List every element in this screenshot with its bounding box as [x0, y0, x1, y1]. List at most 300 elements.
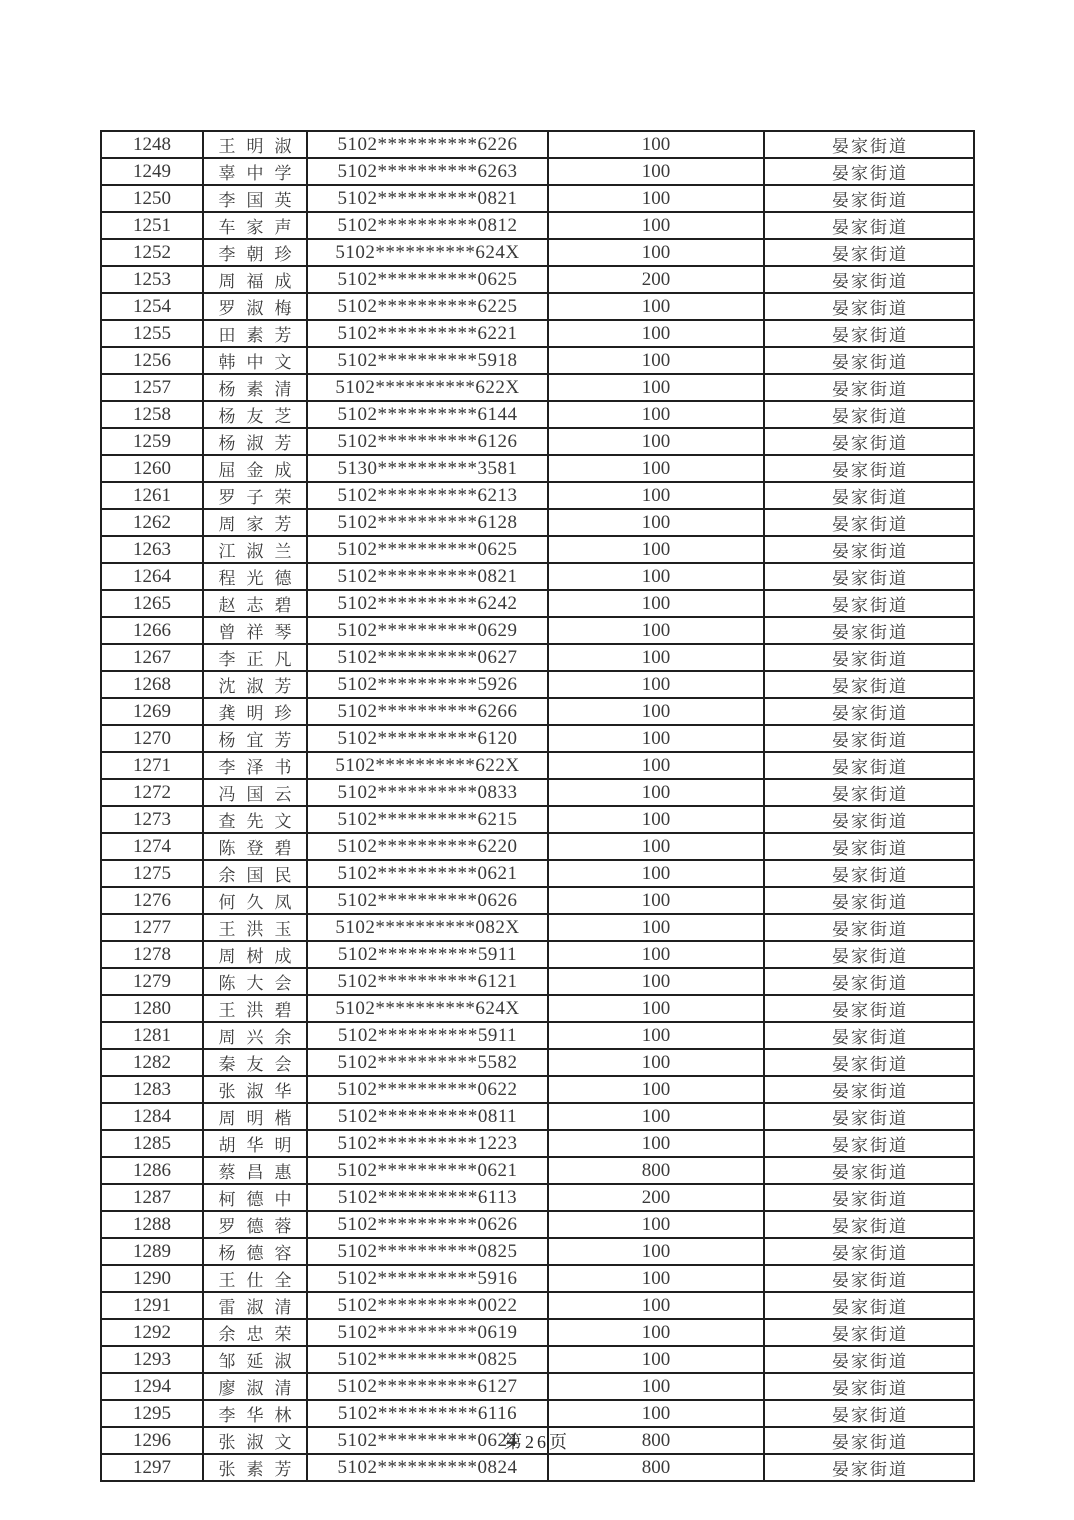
- street-cell: 晏家街道: [764, 428, 974, 455]
- amount-cell: 100: [548, 752, 764, 779]
- street-cell: 晏家街道: [764, 563, 974, 590]
- amount-cell: 100: [548, 914, 764, 941]
- person-name-cell: 周福成: [203, 266, 307, 293]
- person-name-cell: 周家芳: [203, 509, 307, 536]
- table-row: [101, 1103, 974, 1130]
- table-row: [101, 131, 974, 158]
- person-name-cell: 张素芳: [203, 1454, 307, 1481]
- masked-id-cell: 5102**********624X: [307, 995, 548, 1022]
- masked-id-cell: 5102**********5911: [307, 941, 548, 968]
- masked-id-cell: 5102**********6215: [307, 806, 548, 833]
- amount-cell: 100: [548, 239, 764, 266]
- street-cell: 晏家街道: [764, 941, 974, 968]
- street-cell: 晏家街道: [764, 212, 974, 239]
- table-row: [101, 806, 974, 833]
- masked-id-cell: 5102**********6126: [307, 428, 548, 455]
- serial-number-cell: 1264: [101, 563, 203, 590]
- masked-id-cell: 5102**********6266: [307, 698, 548, 725]
- street-cell: 晏家街道: [764, 1103, 974, 1130]
- table-row: [101, 1076, 974, 1103]
- amount-cell: 100: [548, 347, 764, 374]
- serial-number-cell: 1286: [101, 1157, 203, 1184]
- amount-cell: 100: [548, 158, 764, 185]
- person-name-cell: 陈大会: [203, 968, 307, 995]
- table-row: [101, 1130, 974, 1157]
- street-cell: 晏家街道: [764, 1265, 974, 1292]
- serial-number-cell: 1256: [101, 347, 203, 374]
- masked-id-cell: 5102**********6221: [307, 320, 548, 347]
- amount-cell: 100: [548, 482, 764, 509]
- masked-id-cell: 5102**********5918: [307, 347, 548, 374]
- amount-cell: 100: [548, 536, 764, 563]
- table-row: [101, 1157, 974, 1184]
- serial-number-cell: 1281: [101, 1022, 203, 1049]
- amount-cell: 100: [548, 1130, 764, 1157]
- person-name-cell: 王洪碧: [203, 995, 307, 1022]
- person-name-cell: 程光德: [203, 563, 307, 590]
- masked-id-cell: 5102**********6144: [307, 401, 548, 428]
- table-row: [101, 1265, 974, 1292]
- person-name-cell: 陈登碧: [203, 833, 307, 860]
- serial-number-cell: 1251: [101, 212, 203, 239]
- serial-number-cell: 1289: [101, 1238, 203, 1265]
- person-name-cell: 秦友会: [203, 1049, 307, 1076]
- person-name-cell: 杨淑芳: [203, 428, 307, 455]
- serial-number-cell: 1297: [101, 1454, 203, 1481]
- street-cell: 晏家街道: [764, 1319, 974, 1346]
- street-cell: 晏家街道: [764, 482, 974, 509]
- serial-number-cell: 1267: [101, 644, 203, 671]
- person-name-cell: 邹延淑: [203, 1346, 307, 1373]
- street-cell: 晏家街道: [764, 1346, 974, 1373]
- masked-id-cell: 5102**********6225: [307, 293, 548, 320]
- amount-cell: 100: [548, 1400, 764, 1427]
- person-name-cell: 何久凤: [203, 887, 307, 914]
- person-name-cell: 查先文: [203, 806, 307, 833]
- serial-number-cell: 1277: [101, 914, 203, 941]
- table-row: [101, 887, 974, 914]
- serial-number-cell: 1254: [101, 293, 203, 320]
- person-name-cell: 冯国云: [203, 779, 307, 806]
- person-name-cell: 罗子荣: [203, 482, 307, 509]
- masked-id-cell: 5102**********0824: [307, 1454, 548, 1481]
- serial-number-cell: 1266: [101, 617, 203, 644]
- masked-id-cell: 5102**********0627: [307, 644, 548, 671]
- amount-cell: 100: [548, 1049, 764, 1076]
- masked-id-cell: 5102**********6220: [307, 833, 548, 860]
- amount-cell: 100: [548, 1319, 764, 1346]
- street-cell: 晏家街道: [764, 455, 974, 482]
- amount-cell: 100: [548, 320, 764, 347]
- person-name-cell: 张淑文: [203, 1427, 307, 1454]
- table-row: [101, 1319, 974, 1346]
- table-row: [101, 860, 974, 887]
- amount-cell: 100: [548, 1292, 764, 1319]
- amount-cell: 100: [548, 995, 764, 1022]
- table-row: [101, 1346, 974, 1373]
- amount-cell: 100: [548, 860, 764, 887]
- street-cell: 晏家街道: [764, 1184, 974, 1211]
- masked-id-cell: 5102**********6242: [307, 590, 548, 617]
- masked-id-cell: 5102**********1223: [307, 1130, 548, 1157]
- person-name-cell: 余国民: [203, 860, 307, 887]
- table-row: [101, 1049, 974, 1076]
- street-cell: 晏家街道: [764, 752, 974, 779]
- serial-number-cell: 1253: [101, 266, 203, 293]
- masked-id-cell: 5102**********6116: [307, 1400, 548, 1427]
- street-cell: 晏家街道: [764, 401, 974, 428]
- street-cell: 晏家街道: [764, 239, 974, 266]
- street-cell: 晏家街道: [764, 779, 974, 806]
- person-name-cell: 王明淑: [203, 131, 307, 158]
- person-name-cell: 曾祥琴: [203, 617, 307, 644]
- person-name-cell: 杨德容: [203, 1238, 307, 1265]
- serial-number-cell: 1255: [101, 320, 203, 347]
- serial-number-cell: 1252: [101, 239, 203, 266]
- table-row: [101, 482, 974, 509]
- person-name-cell: 廖淑清: [203, 1373, 307, 1400]
- table-row: [101, 428, 974, 455]
- serial-number-cell: 1260: [101, 455, 203, 482]
- street-cell: 晏家街道: [764, 1292, 974, 1319]
- serial-number-cell: 1250: [101, 185, 203, 212]
- serial-number-cell: 1280: [101, 995, 203, 1022]
- street-cell: 晏家街道: [764, 1157, 974, 1184]
- street-cell: 晏家街道: [764, 158, 974, 185]
- street-cell: 晏家街道: [764, 374, 974, 401]
- masked-id-cell: 5102**********0619: [307, 1319, 548, 1346]
- serial-number-cell: 1274: [101, 833, 203, 860]
- table-row: [101, 401, 974, 428]
- amount-cell: 100: [548, 131, 764, 158]
- table-row: [101, 266, 974, 293]
- amount-cell: 100: [548, 671, 764, 698]
- table-row: [101, 320, 974, 347]
- serial-number-cell: 1285: [101, 1130, 203, 1157]
- amount-cell: 100: [548, 185, 764, 212]
- serial-number-cell: 1262: [101, 509, 203, 536]
- street-cell: 晏家街道: [764, 320, 974, 347]
- masked-id-cell: 5102**********0622: [307, 1076, 548, 1103]
- serial-number-cell: 1296: [101, 1427, 203, 1454]
- serial-number-cell: 1270: [101, 725, 203, 752]
- masked-id-cell: 5102**********0624: [307, 1427, 548, 1454]
- table-row: [101, 455, 974, 482]
- masked-id-cell: 5102**********622X: [307, 374, 548, 401]
- table-row: [101, 347, 974, 374]
- table-row: [101, 239, 974, 266]
- street-cell: 晏家街道: [764, 1427, 974, 1454]
- street-cell: 晏家街道: [764, 131, 974, 158]
- street-cell: 晏家街道: [764, 1022, 974, 1049]
- amount-cell: 100: [548, 428, 764, 455]
- masked-id-cell: 5102**********6213: [307, 482, 548, 509]
- street-cell: 晏家街道: [764, 1238, 974, 1265]
- serial-number-cell: 1294: [101, 1373, 203, 1400]
- masked-id-cell: 5102**********6127: [307, 1373, 548, 1400]
- street-cell: 晏家街道: [764, 1049, 974, 1076]
- person-name-cell: 李华林: [203, 1400, 307, 1427]
- amount-cell: 800: [548, 1157, 764, 1184]
- amount-cell: 100: [548, 212, 764, 239]
- table-row: [101, 1292, 974, 1319]
- person-name-cell: 李国英: [203, 185, 307, 212]
- serial-number-cell: 1295: [101, 1400, 203, 1427]
- street-cell: 晏家街道: [764, 1454, 974, 1481]
- page-footer: 第26页: [504, 1432, 570, 1452]
- table-row: [101, 1022, 974, 1049]
- street-cell: 晏家街道: [764, 1400, 974, 1427]
- masked-id-cell: 5102**********0812: [307, 212, 548, 239]
- amount-cell: 800: [548, 1427, 764, 1454]
- masked-id-cell: 5102**********0626: [307, 1211, 548, 1238]
- street-cell: 晏家街道: [764, 293, 974, 320]
- person-name-cell: 罗淑梅: [203, 293, 307, 320]
- person-name-cell: 屈金成: [203, 455, 307, 482]
- amount-cell: 100: [548, 455, 764, 482]
- masked-id-cell: 5102**********6128: [307, 509, 548, 536]
- amount-cell: 200: [548, 266, 764, 293]
- amount-cell: 100: [548, 644, 764, 671]
- masked-id-cell: 5102**********5916: [307, 1265, 548, 1292]
- amount-cell: 100: [548, 698, 764, 725]
- table-row: [101, 563, 974, 590]
- masked-id-cell: 5102**********0625: [307, 266, 548, 293]
- street-cell: 晏家街道: [764, 347, 974, 374]
- street-cell: 晏家街道: [764, 995, 974, 1022]
- street-cell: 晏家街道: [764, 536, 974, 563]
- table-row: [101, 752, 974, 779]
- table-row: [101, 725, 974, 752]
- masked-id-cell: 5102**********0022: [307, 1292, 548, 1319]
- serial-number-cell: 1293: [101, 1346, 203, 1373]
- roster-table-body: [101, 131, 974, 1481]
- street-cell: 晏家街道: [764, 887, 974, 914]
- person-name-cell: 龚明珍: [203, 698, 307, 725]
- masked-id-cell: 5102**********0821: [307, 185, 548, 212]
- street-cell: 晏家街道: [764, 968, 974, 995]
- masked-id-cell: 5102**********0821: [307, 563, 548, 590]
- person-name-cell: 罗德蓉: [203, 1211, 307, 1238]
- masked-id-cell: 5102**********6263: [307, 158, 548, 185]
- table-row: [101, 1373, 974, 1400]
- table-row: [101, 185, 974, 212]
- amount-cell: 800: [548, 1454, 764, 1481]
- person-name-cell: 周树成: [203, 941, 307, 968]
- serial-number-cell: 1249: [101, 158, 203, 185]
- street-cell: 晏家街道: [764, 806, 974, 833]
- serial-number-cell: 1271: [101, 752, 203, 779]
- street-cell: 晏家街道: [764, 860, 974, 887]
- table-row: [101, 158, 974, 185]
- masked-id-cell: 5102**********622X: [307, 752, 548, 779]
- table-row: [101, 914, 974, 941]
- amount-cell: 100: [548, 617, 764, 644]
- street-cell: 晏家街道: [764, 266, 974, 293]
- street-cell: 晏家街道: [764, 509, 974, 536]
- person-name-cell: 张淑华: [203, 1076, 307, 1103]
- amount-cell: 100: [548, 941, 764, 968]
- serial-number-cell: 1290: [101, 1265, 203, 1292]
- amount-cell: 100: [548, 968, 764, 995]
- serial-number-cell: 1282: [101, 1049, 203, 1076]
- person-name-cell: 胡华明: [203, 1130, 307, 1157]
- person-name-cell: 余忠荣: [203, 1319, 307, 1346]
- amount-cell: 100: [548, 374, 764, 401]
- serial-number-cell: 1291: [101, 1292, 203, 1319]
- serial-number-cell: 1258: [101, 401, 203, 428]
- amount-cell: 100: [548, 401, 764, 428]
- person-name-cell: 周明楷: [203, 1103, 307, 1130]
- person-name-cell: 江淑兰: [203, 536, 307, 563]
- amount-cell: 100: [548, 1265, 764, 1292]
- table-row: [101, 1184, 974, 1211]
- street-cell: 晏家街道: [764, 725, 974, 752]
- table-row: [101, 698, 974, 725]
- person-name-cell: 柯德中: [203, 1184, 307, 1211]
- masked-id-cell: 5102**********0825: [307, 1238, 548, 1265]
- table-row: [101, 1238, 974, 1265]
- masked-id-cell: 5102**********0626: [307, 887, 548, 914]
- masked-id-cell: 5102**********0621: [307, 860, 548, 887]
- street-cell: 晏家街道: [764, 185, 974, 212]
- person-name-cell: 王仕全: [203, 1265, 307, 1292]
- person-name-cell: 田素芳: [203, 320, 307, 347]
- masked-id-cell: 5102**********624X: [307, 239, 548, 266]
- person-name-cell: 杨素清: [203, 374, 307, 401]
- amount-cell: 100: [548, 833, 764, 860]
- table-row: [101, 779, 974, 806]
- masked-id-cell: 5102**********0625: [307, 536, 548, 563]
- serial-number-cell: 1292: [101, 1319, 203, 1346]
- person-name-cell: 车家声: [203, 212, 307, 239]
- serial-number-cell: 1287: [101, 1184, 203, 1211]
- person-name-cell: 韩中文: [203, 347, 307, 374]
- serial-number-cell: 1273: [101, 806, 203, 833]
- table-row: [101, 671, 974, 698]
- person-name-cell: 蔡昌惠: [203, 1157, 307, 1184]
- street-cell: 晏家街道: [764, 698, 974, 725]
- amount-cell: 100: [548, 563, 764, 590]
- masked-id-cell: 5102**********0811: [307, 1103, 548, 1130]
- person-name-cell: 雷淑清: [203, 1292, 307, 1319]
- person-name-cell: 杨宜芳: [203, 725, 307, 752]
- table-row: [101, 1454, 974, 1481]
- serial-number-cell: 1276: [101, 887, 203, 914]
- table-row: [101, 1400, 974, 1427]
- masked-id-cell: 5102**********6226: [307, 131, 548, 158]
- masked-id-cell: 5102**********0621: [307, 1157, 548, 1184]
- table-row: [101, 833, 974, 860]
- table-row: [101, 590, 974, 617]
- table-row: [101, 509, 974, 536]
- serial-number-cell: 1263: [101, 536, 203, 563]
- table-row: [101, 617, 974, 644]
- amount-cell: 100: [548, 1346, 764, 1373]
- masked-id-cell: 5102**********0833: [307, 779, 548, 806]
- street-cell: 晏家街道: [764, 617, 974, 644]
- table-row: [101, 374, 974, 401]
- serial-number-cell: 1283: [101, 1076, 203, 1103]
- amount-cell: 100: [548, 1373, 764, 1400]
- serial-number-cell: 1248: [101, 131, 203, 158]
- amount-cell: 100: [548, 509, 764, 536]
- person-name-cell: 赵志碧: [203, 590, 307, 617]
- street-cell: 晏家街道: [764, 1130, 974, 1157]
- masked-id-cell: 5102**********0629: [307, 617, 548, 644]
- serial-number-cell: 1259: [101, 428, 203, 455]
- serial-number-cell: 1268: [101, 671, 203, 698]
- table-row: [101, 941, 974, 968]
- serial-number-cell: 1284: [101, 1103, 203, 1130]
- street-cell: 晏家街道: [764, 1373, 974, 1400]
- street-cell: 晏家街道: [764, 914, 974, 941]
- serial-number-cell: 1265: [101, 590, 203, 617]
- street-cell: 晏家街道: [764, 833, 974, 860]
- amount-cell: 100: [548, 725, 764, 752]
- serial-number-cell: 1279: [101, 968, 203, 995]
- person-name-cell: 李正凡: [203, 644, 307, 671]
- street-cell: 晏家街道: [764, 1076, 974, 1103]
- masked-id-cell: 5130**********3581: [307, 455, 548, 482]
- masked-id-cell: 5102**********6120: [307, 725, 548, 752]
- table-row: [101, 968, 974, 995]
- amount-cell: 100: [548, 1211, 764, 1238]
- amount-cell: 100: [548, 1103, 764, 1130]
- masked-id-cell: 5102**********5911: [307, 1022, 548, 1049]
- amount-cell: 200: [548, 1184, 764, 1211]
- person-name-cell: 王洪玉: [203, 914, 307, 941]
- person-name-cell: 沈淑芳: [203, 671, 307, 698]
- amount-cell: 100: [548, 1022, 764, 1049]
- roster-table: [100, 130, 975, 1482]
- serial-number-cell: 1278: [101, 941, 203, 968]
- serial-number-cell: 1272: [101, 779, 203, 806]
- amount-cell: 100: [548, 887, 764, 914]
- table-row: [101, 536, 974, 563]
- amount-cell: 100: [548, 293, 764, 320]
- serial-number-cell: 1269: [101, 698, 203, 725]
- street-cell: 晏家街道: [764, 1211, 974, 1238]
- serial-number-cell: 1257: [101, 374, 203, 401]
- serial-number-cell: 1261: [101, 482, 203, 509]
- person-name-cell: 杨友芝: [203, 401, 307, 428]
- person-name-cell: 李泽书: [203, 752, 307, 779]
- amount-cell: 100: [548, 779, 764, 806]
- serial-number-cell: 1288: [101, 1211, 203, 1238]
- amount-cell: 100: [548, 1238, 764, 1265]
- table-row: [101, 1211, 974, 1238]
- table-row: [101, 212, 974, 239]
- masked-id-cell: 5102**********5926: [307, 671, 548, 698]
- street-cell: 晏家街道: [764, 590, 974, 617]
- amount-cell: 100: [548, 1076, 764, 1103]
- person-name-cell: 周兴余: [203, 1022, 307, 1049]
- serial-number-cell: 1275: [101, 860, 203, 887]
- amount-cell: 100: [548, 806, 764, 833]
- amount-cell: 100: [548, 590, 764, 617]
- street-cell: 晏家街道: [764, 644, 974, 671]
- masked-id-cell: 5102**********6121: [307, 968, 548, 995]
- table-row: [101, 644, 974, 671]
- person-name-cell: 李朝珍: [203, 239, 307, 266]
- street-cell: 晏家街道: [764, 671, 974, 698]
- table-row: [101, 995, 974, 1022]
- masked-id-cell: 5102**********6113: [307, 1184, 548, 1211]
- masked-id-cell: 5102**********5582: [307, 1049, 548, 1076]
- table-row: [101, 293, 974, 320]
- person-name-cell: 辜中学: [203, 158, 307, 185]
